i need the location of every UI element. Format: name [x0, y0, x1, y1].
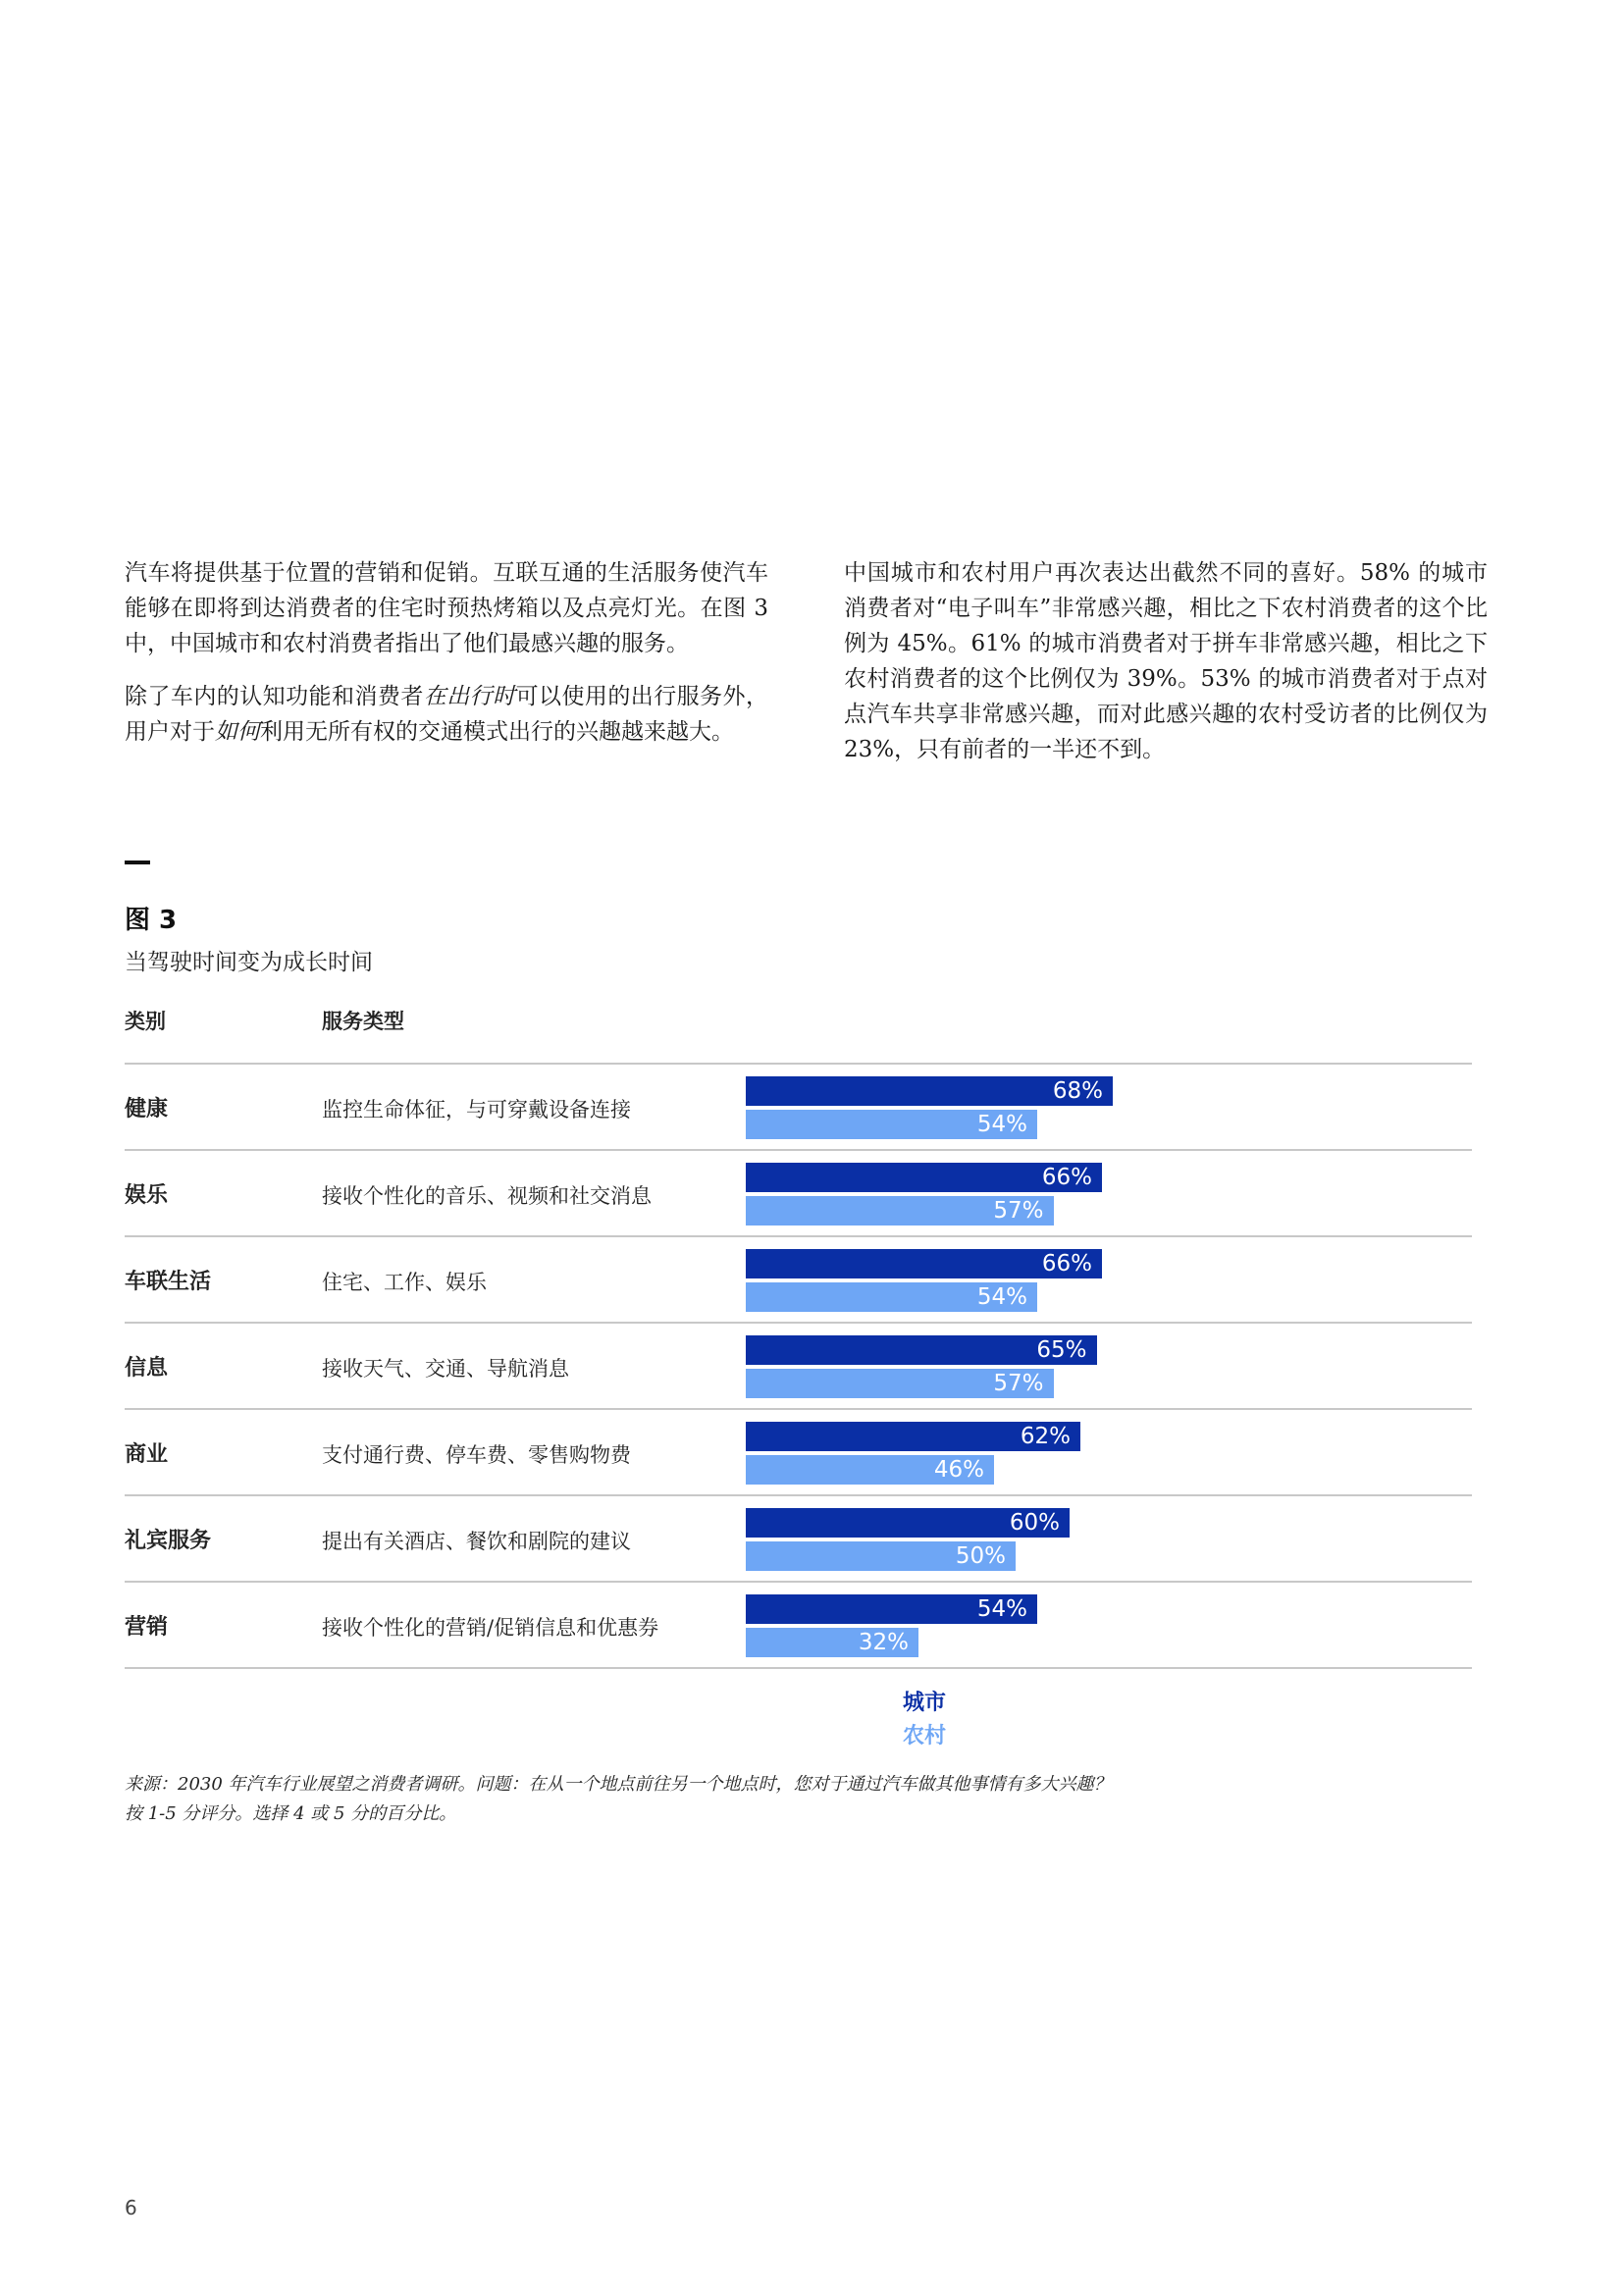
section-dash: [125, 861, 150, 864]
column-header-category: 类别: [125, 1010, 166, 1033]
row-service: 监控生命体征，与可穿戴设备连接: [322, 1098, 631, 1121]
row-service: 接收个性化的营销/促销信息和优惠券: [322, 1616, 659, 1640]
row-category: 礼宾服务: [125, 1529, 212, 1553]
body-text-left: [125, 555, 768, 767]
figure-title: 当驾驶时间变为成长时间: [125, 950, 373, 975]
row-category: 车联生活: [125, 1270, 212, 1294]
column-header-service: 服务类型: [322, 1010, 404, 1033]
bar-urban: [746, 1508, 1070, 1538]
row-category: 营销: [125, 1615, 169, 1640]
row-service: 住宅、工作、娱乐: [322, 1271, 487, 1294]
bar-value-label: 62%: [1020, 1424, 1071, 1449]
row-service: 接收天气、交通、导航消息: [322, 1357, 569, 1381]
bar-value-label: 66%: [1041, 1251, 1092, 1277]
row-divider: [125, 1235, 1472, 1237]
legend-rural: 农村: [903, 1724, 947, 1748]
paragraph-2-part-b: 可以使用的出行服务外，用户对于: [125, 684, 769, 745]
bar-urban: [746, 1422, 1080, 1451]
bar-value-label: 54%: [976, 1596, 1027, 1622]
bar-urban: [746, 1076, 1113, 1106]
bar-urban: [746, 1335, 1097, 1365]
row-category: 商业: [125, 1442, 169, 1467]
bar-rural: [746, 1282, 1037, 1312]
bar-urban: [746, 1594, 1037, 1624]
row-divider: [125, 1408, 1472, 1410]
row-divider: [125, 1063, 1472, 1065]
bar-urban: [746, 1249, 1102, 1278]
paragraph-2-part-a: 除了车内的认知功能和消费者: [125, 684, 424, 709]
bar-rural: [746, 1369, 1054, 1398]
source-line-1: 来源：2030 年汽车行业展望之消费者调研。问题：在从一个地点前往另一个地点时，您对于通过汽车做其他事情有多大兴趣？: [125, 1774, 1112, 1795]
row-service: 支付通行费、停车费、零售购物费: [322, 1443, 631, 1467]
bar-value-label: 65%: [1036, 1337, 1087, 1363]
emphasis-how: 如何: [215, 719, 260, 745]
row-category: 健康: [125, 1097, 169, 1121]
source-note: [125, 1770, 1479, 1829]
page-number: 6: [125, 2196, 137, 2219]
bar-rural: [746, 1541, 1016, 1571]
figure-label: 图 3: [125, 906, 178, 935]
bar-rural: [746, 1110, 1037, 1139]
paragraph-2-part-c: 利用无所有权的交通模式出行的兴趣越来越大。: [260, 719, 734, 745]
row-service: 接收个性化的音乐、视频和社交消息: [322, 1184, 652, 1208]
bar-value-label: 32%: [858, 1630, 909, 1655]
bar-rural: [746, 1196, 1054, 1226]
row-divider: [125, 1494, 1472, 1496]
emphasis-while-traveling: 在出行时: [423, 684, 516, 709]
paragraph-3: 中国城市和农村用户再次表达出截然不同的喜好。58% 的城市消费者对“电子叫车”非常感兴趣，相比之下农村消费者的这个比例为 45%。61% 的城市消费者对于拼车非常感兴趣，相比之下农村消费者的这个比例仅为 39%。53% 的城市消费者对于点对点汽车共享非常感兴趣，而对此感兴趣的农村受访者的比例仅为 23%，只有前者的一半还不到。: [844, 560, 1488, 762]
bar-rural: [746, 1628, 918, 1657]
row-category: 娱乐: [125, 1183, 169, 1208]
row-divider: [125, 1149, 1472, 1151]
row-divider: [125, 1667, 1472, 1669]
row-divider: [125, 1581, 1472, 1583]
source-line-2: 按 1-5 分评分。选择 4 或 5 分的百分比。: [125, 1803, 457, 1824]
bar-rural: [746, 1455, 994, 1485]
bar-value-label: 66%: [1041, 1165, 1092, 1190]
bar-urban: [746, 1163, 1102, 1192]
paragraph-2: [125, 679, 768, 750]
bar-value-label: 46%: [933, 1457, 984, 1483]
row-category: 信息: [125, 1356, 169, 1381]
bar-value-label: 50%: [955, 1543, 1006, 1569]
bar-value-label: 57%: [993, 1371, 1044, 1396]
bar-value-label: 57%: [993, 1198, 1044, 1224]
body-text-right: [844, 555, 1488, 785]
paragraph-1: 汽车将提供基于位置的营销和促销。互联互通的生活服务使汽车能够在即将到达消费者的住宅时预热烤箱以及点亮灯光。在图 3 中，中国城市和农村消费者指出了他们最感兴趣的服务。: [125, 560, 768, 656]
bar-value-label: 68%: [1052, 1078, 1103, 1104]
row-service: 提出有关酒店、餐饮和剧院的建议: [322, 1530, 631, 1553]
bar-value-label: 60%: [1009, 1510, 1060, 1536]
bar-value-label: 54%: [976, 1112, 1027, 1137]
row-divider: [125, 1322, 1472, 1324]
bar-value-label: 54%: [976, 1284, 1027, 1310]
legend-urban: 城市: [903, 1691, 947, 1715]
